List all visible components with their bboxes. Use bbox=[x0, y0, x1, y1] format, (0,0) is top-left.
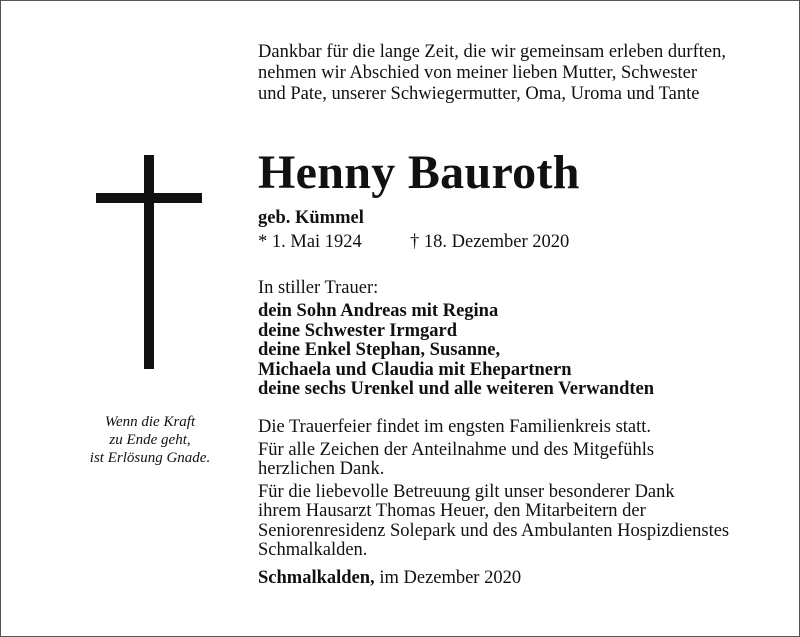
note-line: Seniorenresidenz Solepark und des Ambulanten Hospizdienstes bbox=[258, 520, 730, 541]
motto bbox=[40, 413, 260, 467]
note-line: Die Trauerfeier findet im engsten Familienkreis statt. bbox=[258, 417, 652, 437]
thanks-note bbox=[258, 441, 729, 480]
motto-line: zu Ende geht, bbox=[109, 432, 191, 448]
mourning-label: In stiller Trauer: bbox=[258, 278, 379, 298]
intro-line: und Pate, unserer Schwiegermutter, Oma, Uroma und Tante bbox=[258, 84, 700, 104]
mourners-list bbox=[258, 302, 654, 400]
mourner-line: deine Schwester Irmgard bbox=[258, 320, 458, 341]
deceased-name: Henny Bauroth bbox=[258, 146, 580, 199]
intro-text bbox=[258, 42, 726, 105]
intro-line: nehmen wir Abschied von meiner lieben Mutter, Schwester bbox=[258, 63, 698, 83]
note-line: Für alle Zeichen der Anteilnahme und des Mitgefühls bbox=[258, 439, 655, 460]
mourner-line: deine sechs Urenkel und alle weiteren Verwandten bbox=[258, 379, 655, 399]
note-line: Für die liebevolle Betreuung gilt unser besonderer Dank bbox=[258, 481, 675, 502]
signature-place: Schmalkalden, bbox=[258, 568, 375, 588]
mourner-line: deine Enkel Stephan, Susanne, bbox=[258, 340, 501, 360]
death-date: † 18. Dezember 2020 bbox=[410, 232, 570, 252]
birth-name: geb. Kümmel bbox=[258, 208, 364, 228]
cross-horizontal-bar bbox=[96, 193, 202, 203]
funeral-note bbox=[258, 418, 729, 438]
signature bbox=[258, 567, 521, 589]
note-line: ihrem Hausarzt Thomas Heuer, den Mitarbeitern der bbox=[258, 501, 646, 521]
signature-date: im Dezember 2020 bbox=[374, 568, 522, 588]
motto-line: Wenn die Kraft bbox=[104, 414, 196, 430]
birth-date: * 1. Mai 1924 bbox=[258, 232, 362, 252]
notes bbox=[258, 418, 729, 564]
care-note bbox=[258, 483, 729, 561]
note-line: Schmalkalden. bbox=[258, 540, 368, 560]
intro-line: Dankbar für die lange Zeit, die wir gemeinsam erleben durften, bbox=[258, 42, 726, 62]
mourner-line: dein Sohn Andreas mit Regina bbox=[258, 301, 499, 321]
cross-icon bbox=[96, 155, 202, 369]
motto-line: ist Erlösung Gnade. bbox=[89, 450, 211, 466]
note-line: herzlichen Dank. bbox=[258, 459, 385, 479]
cross-vertical-bar bbox=[144, 155, 154, 369]
mourner-line: Michaela und Claudia mit Ehepartnern bbox=[258, 359, 572, 380]
